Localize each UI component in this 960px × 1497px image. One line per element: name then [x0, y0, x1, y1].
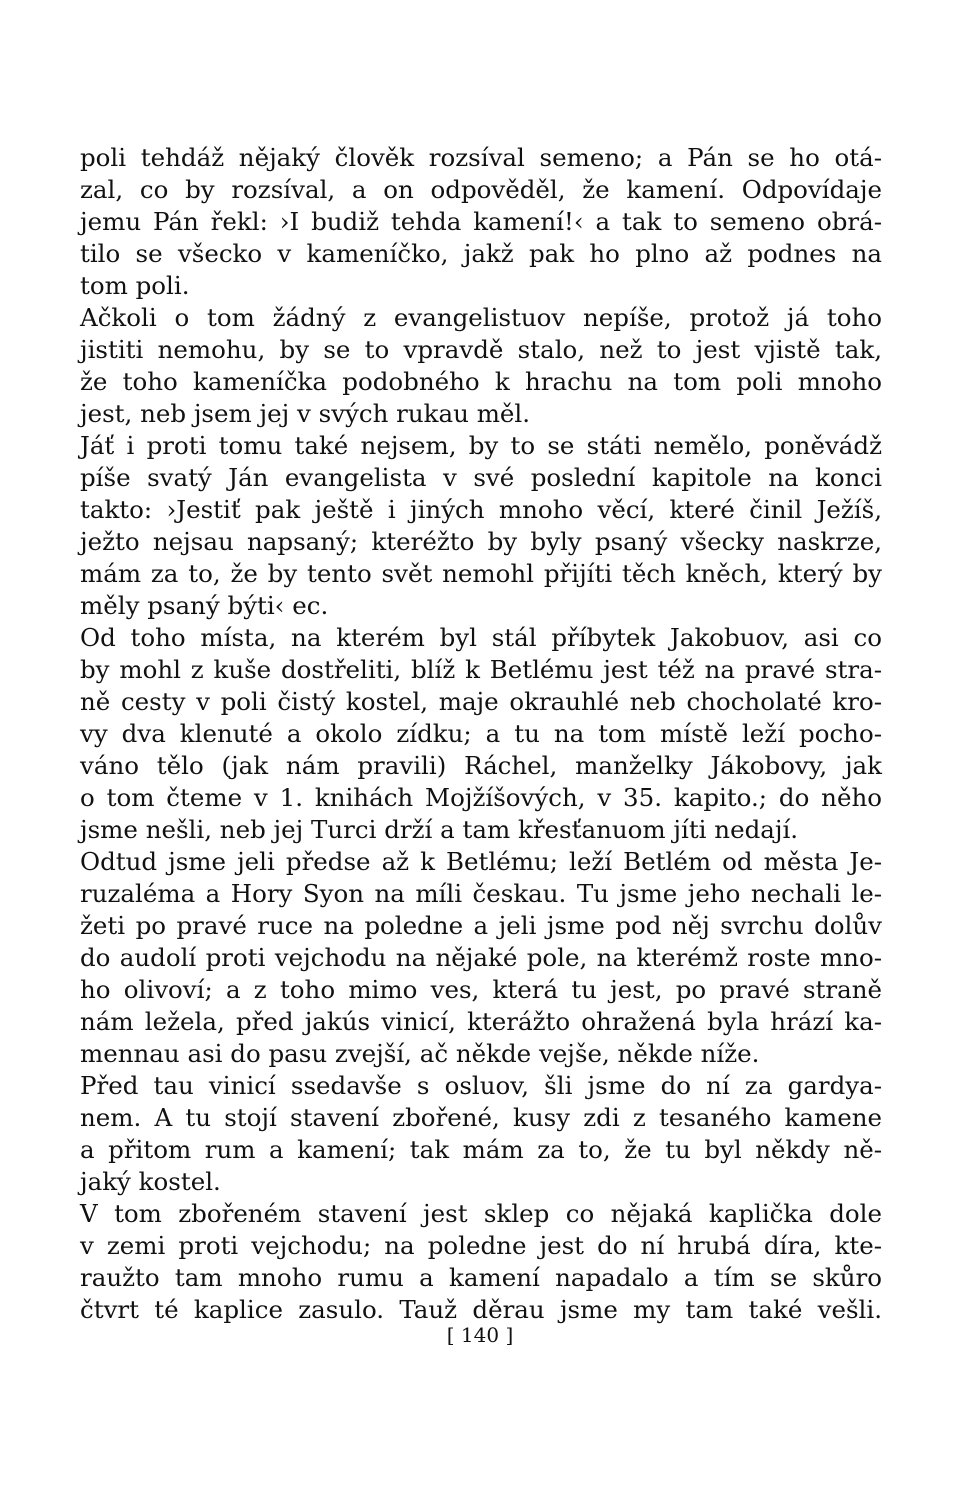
text-line: jemu Pán řekl: ›I budiž tehda kamení!‹ a tak to semeno obrá- [80, 207, 882, 236]
text-line: tilo se všecko v kameníčko, jakž pak ho plno až podnes na [80, 239, 882, 268]
text-line: píše svatý Ján evangelista v své poslední kapitole na konci [80, 463, 882, 492]
text-line: takto: ›Jestiť pak ještě i jiných mnoho věcí, které činil Ježíš, [80, 495, 882, 524]
text-line: poli tehdáž nějaký člověk rozsíval semeno; a Pán se ho otá- [80, 143, 882, 172]
text-line: nám ležela, před jakús vinicí, kterážto ohražená byla hrází ka- [80, 1007, 882, 1036]
text-line: do audolí proti vejchodu na nějaké pole, na kterémž roste mno- [80, 943, 882, 972]
text-line: že toho kameníčka podobného k hrachu na tom poli mnoho [80, 367, 882, 396]
text-line: raužto tam mnoho rumu a kamení napadalo a tím se skůro [80, 1263, 882, 1292]
text-line: Od toho místa, na kterém byl stál příbytek Jakobuov, asi co [80, 623, 882, 652]
text-line: žeti po pravé ruce na poledne a jeli jsme pod něj svrchu dolův [80, 911, 882, 940]
text-line: nem. A tu stojí stavení zbořené, kusy zdi z tesaného kamene [80, 1103, 882, 1132]
text-line: váno tělo (jak nám pravili) Ráchel, manželky Jákobovy, jak [80, 751, 882, 780]
text-line: jest, neb jsem jej v svých rukau měl. [80, 399, 531, 428]
page-text [80, 142, 882, 1326]
text-line: mennau asi do pasu zvejší, ač někde vejše, někde níže. [80, 1039, 760, 1068]
text-line: a přitom rum a kamení; tak mám za to, že tu byl někdy ně- [80, 1135, 882, 1164]
text-line: ruzaléma a Hory Syon na míli českau. Tu jsme jeho nechali le- [80, 879, 882, 908]
text-line: Odtud jsme jeli předse až k Betlému; leží Betlém od města Je- [80, 847, 882, 876]
text-line: v zemi proti vejchodu; na poledne jest do ní hrubá díra, kte- [80, 1231, 882, 1260]
text-line: jaký kostel. [80, 1167, 221, 1196]
text-line: by mohl z kuše dostřeliti, blíž k Betlému jest též na pravé stra- [80, 655, 882, 684]
text-line: ně cesty v poli čistý kostel, maje okrauhlé neb chocholaté kro- [80, 687, 882, 716]
text-line: mám za to, že by tento svět nemohl přijíti těch kněch, který by [80, 559, 882, 588]
text-line: ho olivoví; a z toho mimo ves, která tu jest, po pravé straně [80, 975, 882, 1004]
text-line: Jáť i proti tomu také nejsem, by to se státi nemělo, poněvádž [80, 431, 882, 460]
text-line: ježto nejsau napsaný; kteréžto by byly psaný všecky naskrze, [80, 527, 882, 556]
text-line: zal, co by rozsíval, a on odpověděl, že kamení. Odpovídaje [80, 175, 882, 204]
text-line: čtvrt té kaplice zasulo. Tauž děrau jsme my tam také vešli. [80, 1295, 882, 1324]
text-line: jsme nešli, neb jej Turci drží a tam křesťanuom jíti nedají. [80, 815, 799, 844]
text-line: jistiti nemohu, by se to vpravdě stalo, než to jest vjistě tak, [80, 335, 882, 364]
text-line: o tom čteme v 1. knihách Mojžíšových, v 35. kapito.; do něho [80, 783, 882, 812]
text-line: V tom zbořeném stavení jest sklep co nějaká kaplička dole [80, 1199, 882, 1228]
page-number: [ 140 ] [446, 1323, 514, 1347]
text-line: tom poli. [80, 271, 190, 300]
text-line: Před tau vinicí ssedavše s osluov, šli jsme do ní za gardya- [80, 1071, 882, 1100]
text-line: měly psaný býti‹ ec. [80, 591, 329, 620]
text-line: vy dva klenuté a okolo zídku; a tu na tom místě leží pocho- [80, 719, 882, 748]
text-line: Ačkoli o tom žádný z evangelistuov nepíše, protož já toho [80, 303, 882, 332]
